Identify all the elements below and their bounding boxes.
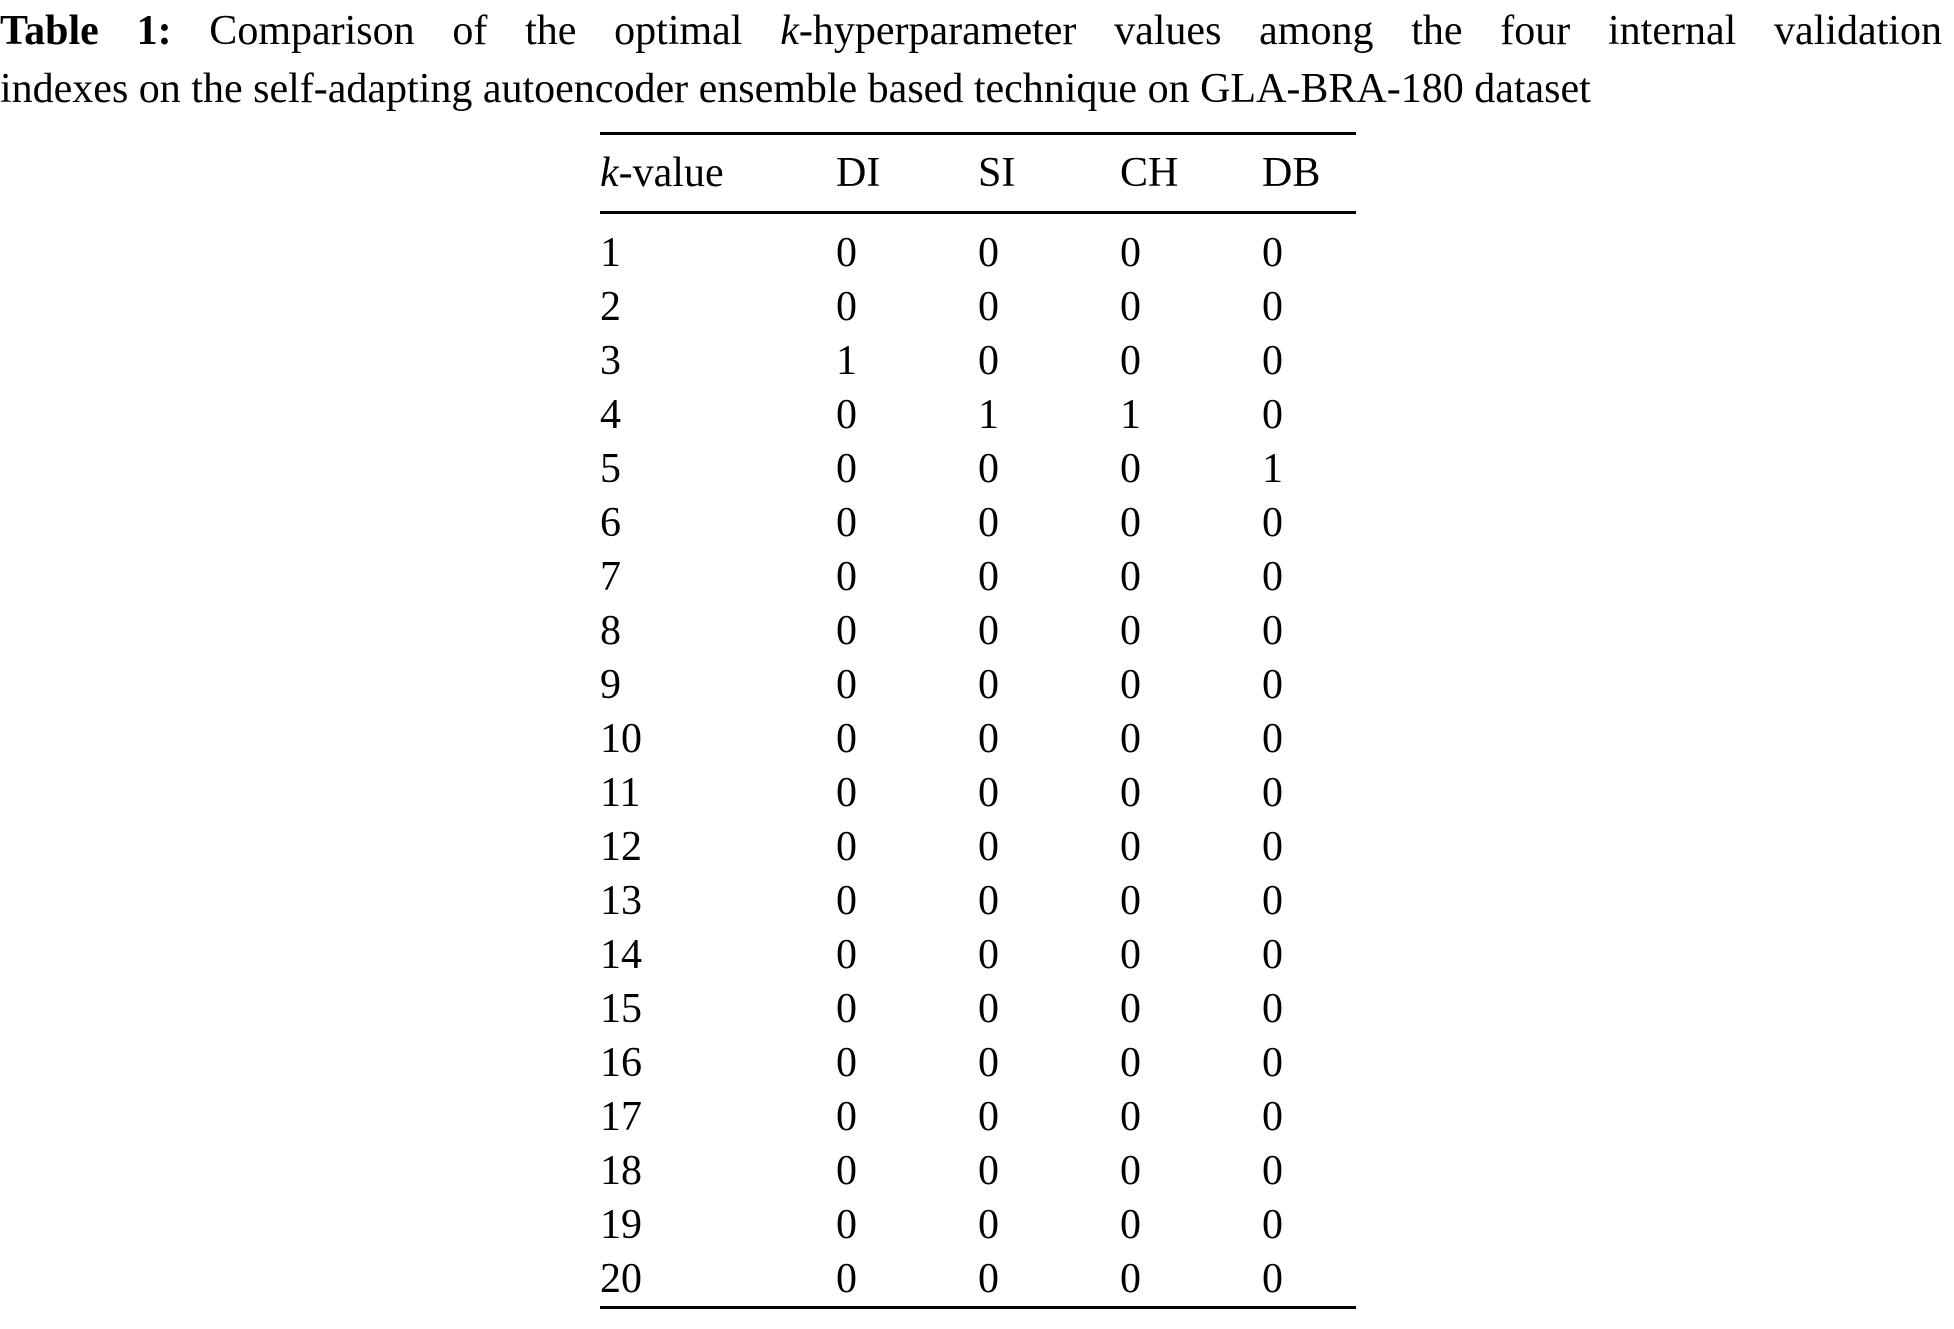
table-row [600,874,1356,928]
cell-ch: 0 [1120,1202,1141,1248]
cell-k: 12 [600,824,642,870]
cell-ch: 0 [1120,1040,1141,1086]
cell-di: 0 [836,608,857,654]
cell-di: 0 [836,824,857,870]
table-row [600,658,1356,712]
cell-k: 19 [600,1202,642,1248]
cell-ch: 0 [1120,770,1141,816]
cell-si: 0 [978,230,999,276]
cell-db: 0 [1262,554,1283,600]
cell-db: 0 [1262,878,1283,924]
cell-db: 0 [1262,1256,1283,1302]
cell-db: 0 [1262,608,1283,654]
cell-k: 3 [600,338,621,384]
table-row [600,982,1356,1036]
cell-k: 2 [600,284,621,330]
cell-k: 5 [600,446,621,492]
table-row [600,928,1356,982]
cell-db: 0 [1262,716,1283,762]
header-k-symbol: k [600,150,619,196]
cell-di: 0 [836,986,857,1032]
caption-line-2: indexes on the self-adapting autoencoder ensemble based technique on GLA-BRA-180 dataset [0,66,1591,112]
cell-si: 0 [978,446,999,492]
cell-ch: 0 [1120,878,1141,924]
cell-db: 0 [1262,338,1283,384]
cell-ch: 0 [1120,1148,1141,1194]
header-db: DB [1262,150,1321,196]
cell-si: 0 [978,608,999,654]
cell-k: 18 [600,1148,642,1194]
cell-si: 0 [978,1256,999,1302]
cell-ch: 0 [1120,1094,1141,1140]
cell-si: 0 [978,500,999,546]
caption-text-part2: -hyperparameter values among the four internal validation [798,8,1942,54]
cell-ch: 0 [1120,824,1141,870]
cell-k: 8 [600,608,621,654]
cell-si: 0 [978,1148,999,1194]
cell-db: 0 [1262,824,1283,870]
cell-ch: 0 [1120,932,1141,978]
cell-di: 0 [836,554,857,600]
table-row [600,1036,1356,1090]
cell-si: 0 [978,986,999,1032]
cell-ch: 1 [1120,392,1141,438]
cell-di: 0 [836,446,857,492]
table-row [600,550,1356,604]
cell-di: 0 [836,392,857,438]
header-di: DI [836,150,881,196]
cell-di: 0 [836,770,857,816]
cell-di: 0 [836,1040,857,1086]
cell-di: 0 [836,230,857,276]
cell-k: 6 [600,500,621,546]
table-row [600,604,1356,658]
header-k-suffix: -value [618,150,724,196]
cell-si: 0 [978,1202,999,1248]
table-row [600,766,1356,820]
cell-k: 20 [600,1256,642,1302]
cell-di: 0 [836,932,857,978]
header-k-value [600,134,836,213]
cell-si: 0 [978,878,999,924]
cell-ch: 0 [1120,1256,1141,1302]
cell-si: 0 [978,662,999,708]
cell-ch: 0 [1120,500,1141,546]
table-row [600,334,1356,388]
cell-db: 0 [1262,1094,1283,1140]
cell-di: 0 [836,662,857,708]
table-row [600,1144,1356,1198]
caption-line-1 [0,2,1942,60]
results-table-container [600,132,1356,1309]
cell-k: 15 [600,986,642,1032]
table-row [600,1252,1356,1308]
cell-db: 0 [1262,986,1283,1032]
cell-si: 0 [978,770,999,816]
cell-ch: 0 [1120,230,1141,276]
table-row [600,280,1356,334]
cell-si: 0 [978,716,999,762]
cell-k: 4 [600,392,621,438]
cell-di: 0 [836,878,857,924]
caption-text-part1: Comparison of the optimal [171,8,781,54]
cell-db: 0 [1262,1148,1283,1194]
table-bottom-rule [600,1308,1356,1310]
cell-k: 11 [600,770,641,816]
cell-db: 0 [1262,932,1283,978]
header-ch: CH [1120,150,1179,196]
table-row [600,226,1356,280]
cell-di: 0 [836,1256,857,1302]
cell-si: 0 [978,932,999,978]
cell-si: 0 [978,284,999,330]
cell-k: 13 [600,878,642,924]
cell-si: 0 [978,554,999,600]
cell-si: 0 [978,1094,999,1140]
table-caption [0,0,1954,118]
cell-si: 0 [978,338,999,384]
table-row [600,496,1356,550]
cell-k: 10 [600,716,642,762]
table-row [600,820,1356,874]
cell-ch: 0 [1120,608,1141,654]
cell-si: 1 [978,392,999,438]
cell-db: 0 [1262,230,1283,276]
cell-di: 0 [836,284,857,330]
cell-db: 0 [1262,500,1283,546]
cell-di: 0 [836,500,857,546]
table-spacer-row [600,213,1356,227]
cell-di: 0 [836,716,857,762]
cell-k: 17 [600,1094,642,1140]
caption-k-symbol: k [780,8,799,54]
cell-ch: 0 [1120,284,1141,330]
cell-ch: 0 [1120,716,1141,762]
table-row [600,1090,1356,1144]
cell-k: 14 [600,932,642,978]
cell-ch: 0 [1120,986,1141,1032]
table-row [600,1198,1356,1252]
cell-ch: 0 [1120,554,1141,600]
cell-db: 0 [1262,284,1283,330]
cell-ch: 0 [1120,446,1141,492]
cell-db: 0 [1262,1040,1283,1086]
cell-db: 0 [1262,770,1283,816]
cell-k: 16 [600,1040,642,1086]
cell-di: 0 [836,1094,857,1140]
caption-label: Table 1: [0,8,172,54]
cell-db: 0 [1262,662,1283,708]
table-row [600,388,1356,442]
cell-k: 7 [600,554,621,600]
cell-db: 0 [1262,392,1283,438]
cell-k: 1 [600,230,621,276]
cell-ch: 0 [1120,338,1141,384]
results-table [600,132,1356,1309]
cell-di: 1 [836,338,857,384]
table-row [600,712,1356,766]
cell-si: 0 [978,824,999,870]
cell-si: 0 [978,1040,999,1086]
cell-ch: 0 [1120,662,1141,708]
table-row [600,442,1356,496]
cell-db: 0 [1262,1202,1283,1248]
table-body [600,213,1356,1308]
cell-di: 0 [836,1148,857,1194]
header-si: SI [978,150,1016,196]
cell-k: 9 [600,662,621,708]
cell-db: 1 [1262,446,1283,492]
table-header-row [600,134,1356,213]
cell-di: 0 [836,1202,857,1248]
